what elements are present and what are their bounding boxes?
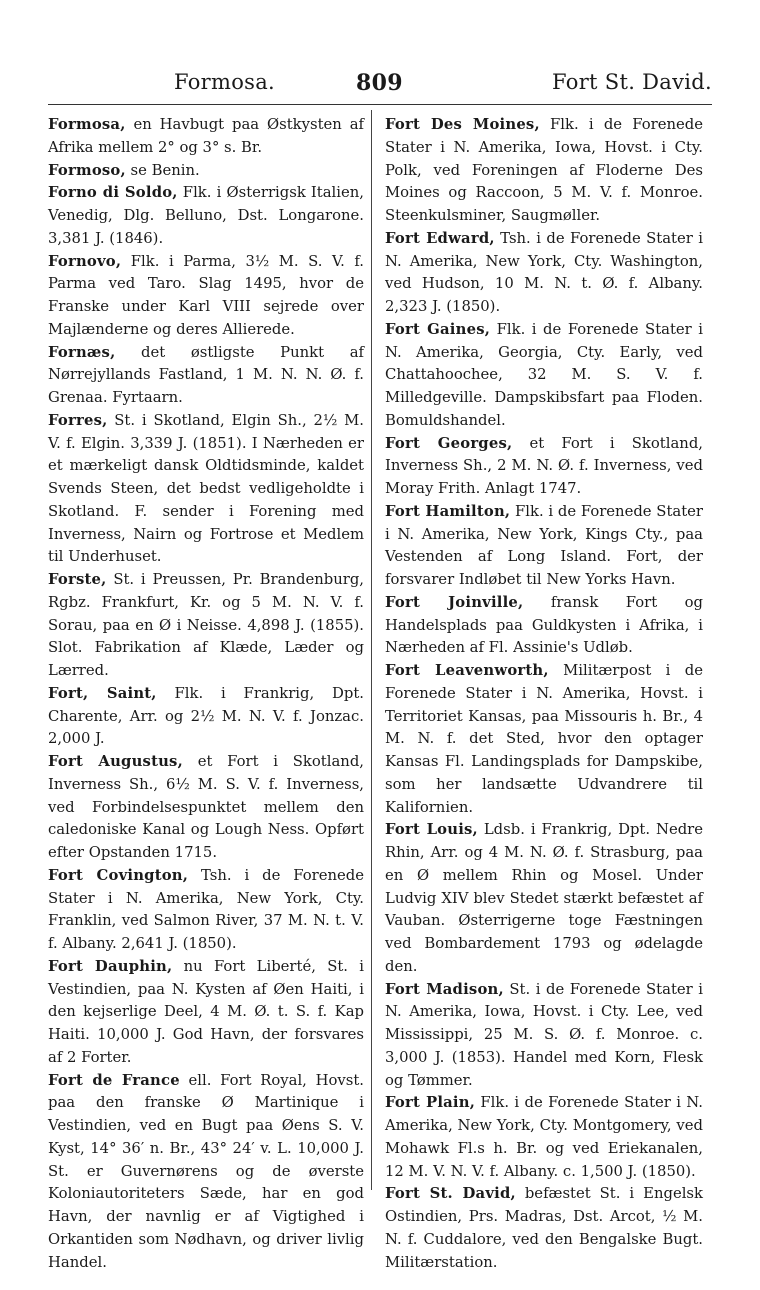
- dictionary-entry: [385, 433, 703, 501]
- entry-text: Flk. i de Forenede Stater i N. Amerika, New York, Kings Cty., paa Vestenden af Long Island. Fort, der forsvarer Indløbet til New Yorks Havn.: [385, 502, 703, 588]
- entry-headword: Fort Dauphin,: [48, 957, 173, 975]
- dictionary-entry: [48, 114, 364, 160]
- entry-headword: Formoso,: [48, 161, 126, 179]
- column-divider: [371, 110, 372, 1190]
- dictionary-entry: [385, 819, 703, 978]
- entry-text: Flk. i de Forenede Stater i N. Amerika, Iowa, Hovst. i Cty. Polk, ved Foreningen af Floderne Des Moines og Raccoon, 5 M. V. f. Monroe. Steenkulsminer, Saugmøller.: [385, 116, 703, 224]
- entry-text: Militærpost i de Forenede Stater i N. Amerika, Hovst. i Territoriet Kansas, paa Missouris h. Br., 4 M. N. f. det Sted, hvor den optager Kansas Fl. Landingsplads for Dampskibe, som her landsætte Udvandrere til Kalifornien.: [385, 662, 703, 816]
- entry-headword: Fort Louis,: [385, 821, 478, 839]
- entry-text: Tsh. i de Forenede Stater i N. Amerika, New York, Cty. Washington, ved Hudson, 10 M. N. t. Ø. f. Albany. 2,323 J. (1850).: [385, 229, 703, 315]
- running-head-left: Formosa.: [174, 70, 276, 94]
- entry-headword: Fort Madison,: [385, 980, 504, 998]
- entry-text: Tsh. i de Forenede Stater i N. Amerika, New York, Cty. Franklin, ved Salmon River, 37 M. N. t. V. f. Albany. 2,641 J. (1850).: [48, 866, 364, 952]
- entry-text: Flk. i Østerrigsk Italien, Venedig, Dlg. Belluno, Dst. Longarone. 3,381 J. (1846).: [48, 184, 365, 247]
- dictionary-entry: [385, 592, 703, 660]
- dictionary-entry: [385, 319, 703, 433]
- entry-text: St. i Preussen, Pr. Brandenburg, Rgbz. Frankfurt, Kr. og 5 M. N. V. f. Sorau, paa en Ø i Neisse. 4,898 J. (1855). Slot. Fabrikation af Klæde, Læder og Lærred.: [48, 571, 364, 679]
- dictionary-entry: [48, 683, 364, 751]
- entry-headword: Fort St. David,: [385, 1185, 516, 1203]
- entry-text: befæstet St. i Engelsk Ostindien, Prs. Madras, Dst. Arcot, ½ M. N. f. Cuddalore, ved den Bengalske Bugt. Militærstation.: [385, 1185, 703, 1271]
- right-column: [385, 114, 703, 1274]
- page-number: 809: [356, 70, 403, 96]
- entry-text: nu Fort Liberté, St. i Vestindien, paa N. Kysten af Øen Haiti, i den kejserlige Deel, 4 M. Ø. t. S. f. Kap Haiti. 10,000 J. God Havn, der forsvares af 2 Forter.: [48, 957, 364, 1066]
- entry-headword: Fort Leavenworth,: [385, 662, 549, 679]
- entry-headword: Fort Des Moines,: [385, 116, 540, 133]
- entry-headword: Fort de France: [48, 1071, 180, 1089]
- dictionary-entry: [48, 342, 364, 410]
- header-rule: [48, 104, 712, 105]
- entry-text: ell. Fort Royal, Hovst. paa den franske Ø Martinique i Vestindien, ved en Bugt paa Øens S. V. Kyst, 14° 36′ n. Br., 43° 24′ v. L. 10,000 J. St. er Guvernørens og de øverste Koloniautoriteters Sæde, har en god Havn, der navnlig er af Vigtighed i Orkantiden som Nødhavn, og driver livlig Handel.: [48, 1071, 364, 1271]
- left-column: [48, 114, 364, 1274]
- entry-text: Flk. i Frankrig, Dpt. Charente, Arr. og 2½ M. N. V. f. Jonzac. 2,000 J.: [48, 684, 364, 748]
- dictionary-entry: [385, 1092, 703, 1183]
- entry-headword: Fort Edward,: [385, 229, 495, 247]
- entry-text: St. i de Forenede Stater i N. Amerika, Iowa, Hovst. i Cty. Lee, ved Mississippi, 25 M. S. Ø. f. Monroe. c. 3,000 J. (1853). Handel med Korn, Flesk og Tømmer.: [385, 980, 703, 1089]
- entry-headword: Forres,: [48, 411, 108, 429]
- entry-text: se Benin.: [125, 161, 200, 179]
- entry-text: St. i Skotland, Elgin Sh., 2½ M. V. f. Elgin. 3,339 J. (1851). I Nærheden er et mærkeligt dansk Oldtidsminde, kaldet Svends Steen, det bedst vedligeholdte i Skotland. F. sender i Forening med Inverness, Nairn og Fortrose et Medlem til Underhuset.: [48, 411, 364, 566]
- entry-headword: Forno di Soldo,: [48, 184, 178, 202]
- dictionary-entry: [385, 979, 703, 1093]
- entry-text: en Havbugt paa Østkysten af Afrika mellem 2° og 3° s. Br.: [48, 116, 364, 156]
- entry-headword: Fort Joinville,: [385, 593, 524, 611]
- running-head-right: Fort St. David.: [552, 70, 712, 94]
- dictionary-entry: [385, 228, 703, 319]
- entry-headword: Fort Plain,: [385, 1094, 476, 1112]
- dictionary-entry: [48, 182, 364, 250]
- entry-headword: Fort Gaines,: [385, 320, 491, 338]
- entry-text: det østligste Punkt af Nørrejyllands Fastland, 1 M. N. N. Ø. f. Grenaa. Fyrtaarn.: [48, 343, 364, 406]
- dictionary-entry: [385, 501, 703, 592]
- entry-text: Flk. i de Forenede Stater i N. Amerika, Georgia, Cty. Early, ved Chattahoochee, 32 M. S. V. f. Milledgeville. Dampskibsfart paa Floden. Bomuldshandel.: [385, 320, 703, 429]
- dictionary-entry: [48, 956, 364, 1070]
- page-header: [48, 70, 712, 106]
- entry-text: et Fort i Skotland, Inverness Sh., 6½ M. S. V. f. Inverness, ved Forbindelsespunktet mellem den caledoniske Kanal og Lough Ness. Opført efter Opstanden 1715.: [48, 753, 364, 861]
- entry-headword: Fort Hamilton,: [385, 502, 511, 520]
- entry-headword: Fort Augustus,: [48, 753, 183, 770]
- entry-headword: Fort, Saint,: [48, 684, 157, 702]
- entry-headword: Fornovo,: [48, 252, 122, 270]
- dictionary-entry: [48, 410, 364, 569]
- dictionary-entry: [385, 1183, 703, 1274]
- dictionary-entry: [48, 865, 364, 956]
- dictionary-entry: [385, 114, 703, 228]
- dictionary-entry: [48, 569, 364, 683]
- dictionary-entry: [48, 160, 364, 183]
- entry-headword: Fort Covington,: [48, 866, 189, 884]
- dictionary-entry: [48, 751, 364, 865]
- entry-text: fransk Fort og Handelsplads paa Guldkysten i Afrika, i Nærheden af Fl. Assinie's Udløb.: [385, 593, 704, 657]
- entry-headword: Fornæs,: [48, 343, 116, 361]
- dictionary-entry: [48, 251, 364, 342]
- entry-text: Ldsb. i Frankrig, Dpt. Nedre Rhin, Arr. og 4 M. N. Ø. f. Strasburg, paa en Ø mellem Rhin og Mosel. Under Ludvig XIV blev Stedet stærkt befæstet af Vauban. Østerrigerne toge Fæstningen ved Bombardement 1793 og ødelagde den.: [385, 821, 704, 975]
- entry-headword: Formosa,: [48, 116, 126, 133]
- dictionary-entry: [385, 660, 703, 819]
- entry-text: Flk. i de Forenede Stater i N. Amerika, New York, Cty. Montgomery, ved Mohawk Fl.s h. Br. og ved Eriekanalen, 12 M. V. N. V. f. Albany. c. 1,500 J. (1850).: [385, 1094, 703, 1180]
- entry-text: Flk. i Parma, 3½ M. S. V. f. Parma ved Taro. Slag 1495, hvor de Franske under Karl VIII sejrede over Majlænderne og deres Allierede.: [48, 252, 364, 338]
- entry-text: et Fort i Skotland, Inverness Sh., 2 M. N. Ø. f. Inverness, ved Moray Frith. Anlagt 1747.: [385, 434, 703, 497]
- dictionary-entry: [48, 1070, 364, 1275]
- entry-headword: Forste,: [48, 571, 107, 588]
- entry-headword: Fort Georges,: [385, 434, 513, 452]
